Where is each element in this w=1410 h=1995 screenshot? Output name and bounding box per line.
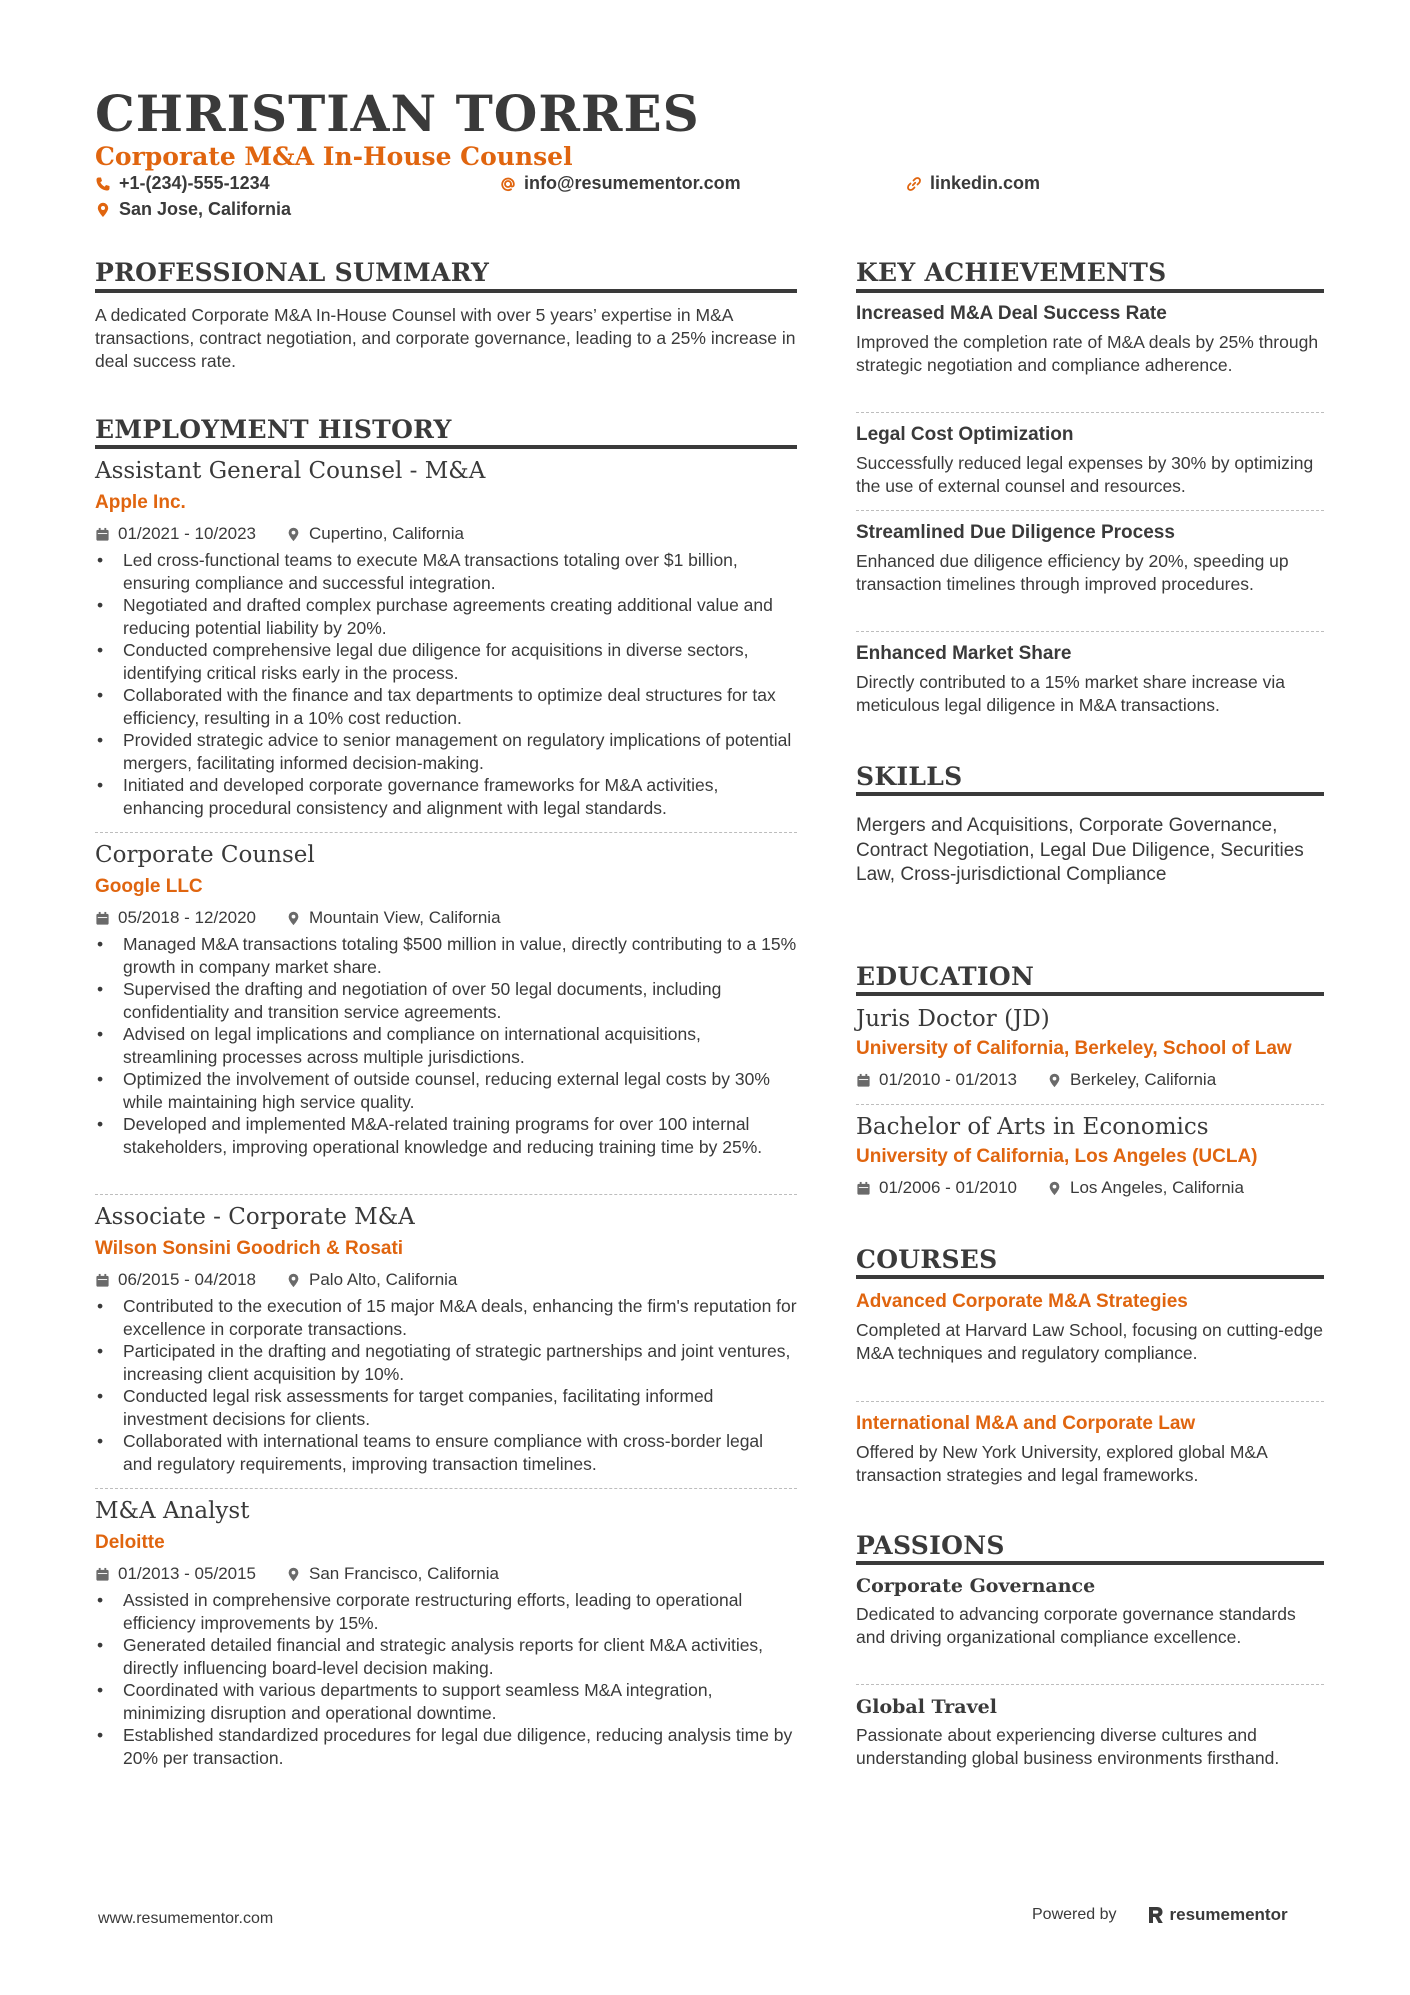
list-item: • Coordinated with various departments to support seamless M&A integration, minimizing disruption and operational downtime. xyxy=(95,1679,797,1724)
education-item xyxy=(856,1114,1324,1201)
brand-name: resumementor xyxy=(1169,1905,1288,1924)
course-title: Advanced Corporate M&A Strategies xyxy=(856,1291,1188,1312)
list-item: • Conducted comprehensive legal due diligence for acquisitions in diverse sectors, identifying critical risks early in the process. xyxy=(95,639,797,684)
calendar-icon xyxy=(856,1181,871,1196)
skills-heading: SKILLS xyxy=(856,762,963,791)
contact-location xyxy=(95,199,291,220)
education-heading: EDUCATION xyxy=(856,962,1035,991)
divider xyxy=(856,1401,1324,1402)
location-pin-icon xyxy=(1047,1073,1062,1088)
list-item: • Assisted in comprehensive corporate restructuring efforts, leading to operational efficiency improvements by 15%. xyxy=(95,1589,797,1634)
passions-heading: PASSIONS xyxy=(856,1531,1005,1560)
job-company: Wilson Sonsini Goodrich & Rosati xyxy=(95,1238,404,1259)
education-meta xyxy=(856,1067,1324,1093)
list-item: • Participated in the drafting and negotiating of strategic partnerships and joint ventures, increasing client acquisition by 10%. xyxy=(95,1340,797,1385)
list-item: • Collaborated with international teams to ensure compliance with cross-border legal and regulatory requirements, improving transaction timelines. xyxy=(95,1430,797,1475)
email-text: info@resumementor.com xyxy=(524,173,741,193)
contact-phone[interactable] xyxy=(95,173,270,194)
job-title: Corporate Counsel xyxy=(95,842,315,868)
list-item: • Developed and implemented M&A-related training programs for over 100 internal stakeholders, improving operational knowledge and reducing training time by 25%. xyxy=(95,1113,797,1158)
education-location: Los Angeles, California xyxy=(1070,1178,1244,1197)
job-bullets xyxy=(95,549,797,819)
brand-logo[interactable] xyxy=(1147,1905,1288,1925)
job-title: Associate - Corporate M&A xyxy=(95,1204,415,1230)
phone-icon xyxy=(95,176,111,192)
calendar-icon xyxy=(856,1073,871,1088)
education-rule xyxy=(856,992,1324,996)
list-item: • Led cross-functional teams to execute M&A transactions totaling over $1 billion, ensuring compliance and successful integration. xyxy=(95,549,797,594)
job-meta xyxy=(95,905,797,931)
divider xyxy=(856,631,1324,632)
achievements-rule xyxy=(856,289,1324,293)
list-item: • Advised on legal implications and compliance on international acquisitions, streamlining processes across multiple jurisdictions. xyxy=(95,1023,797,1068)
job-location: Palo Alto, California xyxy=(309,1270,458,1289)
education-degree: Bachelor of Arts in Economics xyxy=(856,1114,1209,1140)
contact-linkedin[interactable] xyxy=(906,173,1040,194)
job-entry xyxy=(95,1498,797,1769)
divider xyxy=(856,1684,1324,1685)
location-pin-icon xyxy=(286,527,301,542)
achievement-text: Enhanced due diligence efficiency by 20%, speeding up transaction timelines through improved procedures. xyxy=(856,551,1289,594)
candidate-name: CHRISTIAN TORRES xyxy=(95,84,700,143)
passions-rule xyxy=(856,1561,1324,1565)
achievements-heading: KEY ACHIEVEMENTS xyxy=(856,258,1167,287)
list-item: • Provided strategic advice to senior management on regulatory implications of potential mergers, facilitating informed decision-making. xyxy=(95,729,797,774)
location-pin-icon xyxy=(286,1273,301,1288)
job-dates: 05/2018 - 12/2020 xyxy=(118,908,257,927)
candidate-title: Corporate M&A In-House Counsel xyxy=(95,142,573,171)
list-item: • Contributed to the execution of 15 major M&A deals, enhancing the firm's reputation for excellence in corporate transactions. xyxy=(95,1295,797,1340)
achievement-title: Enhanced Market Share xyxy=(856,643,1072,664)
passion-text: Passionate about experiencing diverse cultures and understanding global business environments firsthand. xyxy=(856,1725,1280,1768)
achievement-text: Directly contributed to a 15% market share increase via meticulous legal diligence in M&A transactions. xyxy=(856,672,1285,715)
education-item xyxy=(856,1006,1324,1093)
job-meta xyxy=(95,521,797,547)
education-degree: Juris Doctor (JD) xyxy=(856,1006,1050,1032)
divider xyxy=(856,412,1324,413)
job-meta xyxy=(95,1561,797,1587)
education-school: University of California, Berkeley, School of Law xyxy=(856,1038,1292,1059)
course-item xyxy=(856,1413,1324,1487)
list-item: • Collaborated with the finance and tax departments to optimize deal structures for tax efficiency, resulting in a 10% cost reduction. xyxy=(95,684,797,729)
list-item: • Generated detailed financial and strategic analysis reports for client M&A activities, directly influencing board-level decision making. xyxy=(95,1634,797,1679)
education-dates: 01/2006 - 01/2010 xyxy=(879,1178,1018,1197)
job-dates: 01/2021 - 10/2023 xyxy=(118,524,257,543)
summary-rule xyxy=(95,289,797,293)
job-meta xyxy=(95,1267,797,1293)
education-meta xyxy=(856,1175,1324,1201)
passion-text: Dedicated to advancing corporate governance standards and driving organizational compliance excellence. xyxy=(856,1604,1296,1647)
divider xyxy=(95,1488,797,1489)
divider xyxy=(856,1104,1324,1105)
achievement-item xyxy=(856,522,1324,596)
skills-rule xyxy=(856,792,1324,796)
job-entry xyxy=(95,842,797,1158)
summary-text: A dedicated Corporate M&A In-House Counsel with over 5 years’ expertise in M&A transactions, contract negotiation, and corporate governance, leading to a 25% increase in deal success rate. xyxy=(95,305,796,371)
location-pin-icon xyxy=(95,202,111,218)
list-item: • Negotiated and drafted complex purchase agreements creating additional value and reducing potential liability by 20%. xyxy=(95,594,797,639)
education-location: Berkeley, California xyxy=(1070,1070,1217,1089)
job-location: Cupertino, California xyxy=(309,524,464,543)
calendar-icon xyxy=(95,527,110,542)
linkedin-text: linkedin.com xyxy=(930,173,1041,193)
job-dates: 06/2015 - 04/2018 xyxy=(118,1270,257,1289)
location-pin-icon xyxy=(286,1567,301,1582)
calendar-icon xyxy=(95,1567,110,1582)
passion-item xyxy=(856,1575,1324,1649)
job-location: San Francisco, California xyxy=(309,1564,499,1583)
course-text: Offered by New York University, explored global M&A transaction strategies and legal frameworks. xyxy=(856,1442,1267,1485)
job-entry xyxy=(95,458,797,819)
employment-heading: EMPLOYMENT HISTORY xyxy=(95,415,452,444)
summary-heading: PROFESSIONAL SUMMARY xyxy=(95,258,490,287)
location-pin-icon xyxy=(286,911,301,926)
job-company: Apple Inc. xyxy=(95,492,186,513)
skills-text: Mergers and Acquisitions, Corporate Governance, Contract Negotiation, Legal Due Diligence, Securities Law, Cross-jurisdictional Compliance xyxy=(856,815,1304,885)
link-icon xyxy=(906,176,922,192)
achievement-title: Increased M&A Deal Success Rate xyxy=(856,303,1167,324)
job-bullets xyxy=(95,1295,797,1475)
list-item: • Conducted legal risk assessments for target companies, facilitating informed investment decisions for clients. xyxy=(95,1385,797,1430)
achievement-text: Successfully reduced legal expenses by 30% by optimizing the use of external counsel and resources. xyxy=(856,453,1314,496)
achievement-title: Streamlined Due Diligence Process xyxy=(856,522,1175,543)
course-item xyxy=(856,1291,1324,1365)
job-entry xyxy=(95,1204,797,1475)
passion-title: Corporate Governance xyxy=(856,1575,1096,1597)
calendar-icon xyxy=(95,1273,110,1288)
passion-item xyxy=(856,1696,1324,1770)
passion-title: Global Travel xyxy=(856,1696,997,1718)
courses-heading: COURSES xyxy=(856,1245,998,1274)
footer-powered xyxy=(1032,1905,1288,1925)
achievement-item xyxy=(856,643,1324,717)
list-item: • Managed M&A transactions totaling $500 million in value, directly contributing to a 15% growth in company market share. xyxy=(95,933,797,978)
job-location: Mountain View, California xyxy=(309,908,501,927)
location-text: San Jose, California xyxy=(119,199,292,219)
divider xyxy=(856,510,1324,511)
list-item: • Supervised the drafting and negotiation of over 50 legal documents, including confidentiality and transition service agreements. xyxy=(95,978,797,1023)
list-item: • Established standardized procedures for legal due diligence, reducing analysis time by 20% per transaction. xyxy=(95,1724,797,1769)
divider xyxy=(95,1194,797,1195)
footer-website[interactable]: www.resumementor.com xyxy=(98,1910,274,1927)
education-dates: 01/2010 - 01/2013 xyxy=(879,1070,1018,1089)
course-title: International M&A and Corporate Law xyxy=(856,1413,1196,1434)
job-dates: 01/2013 - 05/2015 xyxy=(118,1564,257,1583)
job-bullets xyxy=(95,933,797,1158)
employment-rule xyxy=(95,445,797,449)
education-school: University of California, Los Angeles (UCLA) xyxy=(856,1146,1258,1167)
courses-rule xyxy=(856,1275,1324,1279)
at-icon xyxy=(500,176,516,192)
job-company: Google LLC xyxy=(95,876,203,897)
contact-email[interactable] xyxy=(500,173,741,194)
phone-text: +1-(234)-555-1234 xyxy=(119,173,270,193)
divider xyxy=(95,832,797,833)
course-text: Completed at Harvard Law School, focusing on cutting-edge M&A techniques and regulatory compliance. xyxy=(856,1320,1323,1363)
achievement-title: Legal Cost Optimization xyxy=(856,424,1074,445)
job-title: Assistant General Counsel - M&A xyxy=(95,458,486,484)
job-title: M&A Analyst xyxy=(95,1498,250,1524)
list-item: • Optimized the involvement of outside counsel, reducing external legal costs by 30% while maintaining high service quality. xyxy=(95,1068,797,1113)
calendar-icon xyxy=(95,911,110,926)
list-item: • Initiated and developed corporate governance frameworks for M&A activities, enhancing procedural consistency and alignment with legal standards. xyxy=(95,774,797,819)
location-pin-icon xyxy=(1047,1181,1062,1196)
achievement-text: Improved the completion rate of M&A deals by 25% through strategic negotiation and compliance adherence. xyxy=(856,332,1319,375)
job-bullets xyxy=(95,1589,797,1769)
achievement-item xyxy=(856,303,1324,377)
resumementor-logo-icon xyxy=(1147,1905,1165,1925)
achievement-item xyxy=(856,424,1324,498)
job-company: Deloitte xyxy=(95,1532,165,1553)
powered-by-label: Powered by xyxy=(1032,1906,1117,1923)
